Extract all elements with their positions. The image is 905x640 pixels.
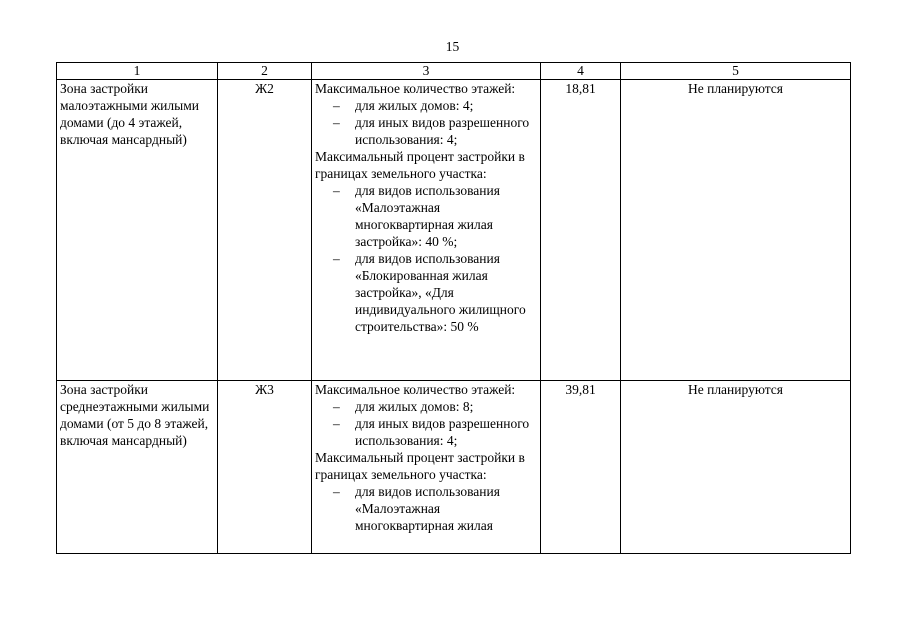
plan-cell: Не планируются [621,381,851,554]
list-item [315,114,537,148]
dash-marker: – [333,183,340,198]
floors-title: Максимальное количество этажей: [315,382,516,397]
zone-parameters-table [56,62,851,554]
zone-parameters-cell [312,80,541,381]
list-item [315,398,537,415]
column-header: 3 [312,63,541,80]
column-header: 5 [621,63,851,80]
list-item-text: для жилых домов: 4; [355,98,474,113]
list-item-text: для иных видов разрешенного использования: 4; [355,115,530,147]
list-item-text: для жилых домов: 8; [355,399,474,414]
zone-name-cell: Зона застройки среднеэтажными жилыми домами (от 5 до 8 этажей, включая мансардный) [57,381,218,554]
floors-title: Максимальное количество этажей: [315,81,516,96]
list-item-text: для видов использования «Малоэтажная многоквартирная жилая [355,484,500,533]
dash-marker: – [333,416,340,431]
area-cell: 18,81 [541,80,621,381]
zone-parameters-cell [312,381,541,554]
table-row [57,80,851,381]
zone-name-cell: Зона застройки малоэтажными жилыми домами (до 4 этажей, включая мансардный) [57,80,218,381]
percent-title: Максимальный процент застройки в границах земельного участка: [315,450,525,482]
plan-cell: Не планируются [621,80,851,381]
list-item [315,182,537,250]
zone-code-cell: Ж3 [218,381,312,554]
dash-marker: – [333,98,340,113]
list-item [315,250,537,335]
list-item [315,415,537,449]
page-number: 15 [445,39,460,54]
column-header: 2 [218,63,312,80]
dash-marker: – [333,399,340,414]
area-cell: 39,81 [541,381,621,554]
dash-marker: – [333,115,340,130]
list-item-text: для видов использования «Малоэтажная многоквартирная жилая застройка»: 40 %; [355,183,500,249]
list-item [315,483,537,534]
list-item [315,97,537,114]
dash-marker: – [333,251,340,266]
list-item-text: для видов использования «Блокированная жилая застройка», «Для индивидуального жилищного строительства»: 50 % [355,251,526,334]
table-row [57,381,851,554]
percent-title: Максимальный процент застройки в границах земельного участка: [315,149,525,181]
dash-marker: – [333,484,340,499]
table-header-row [57,63,851,80]
column-header: 4 [541,63,621,80]
column-header: 1 [57,63,218,80]
zone-code-cell: Ж2 [218,80,312,381]
list-item-text: для иных видов разрешенного использования: 4; [355,416,530,448]
